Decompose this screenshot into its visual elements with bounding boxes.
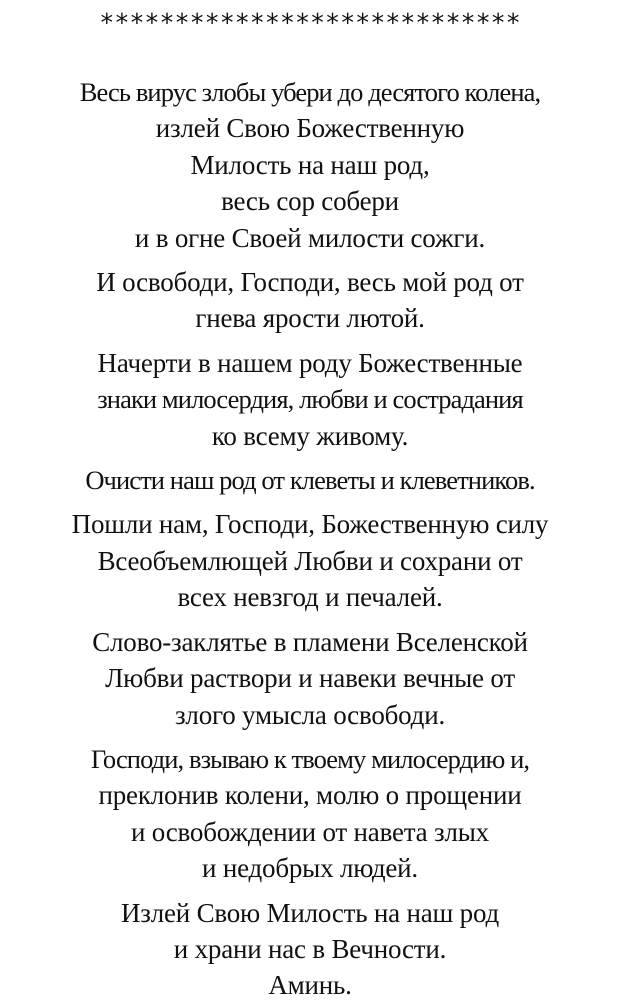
stanza-1 [14,74,606,256]
text-line: всех невзгод и печалей. [177,582,443,613]
stanza-4 [14,462,606,498]
asterisk-divider: **************************** [99,10,521,36]
text-line: и освобождении от навета злых [130,816,489,847]
text-line: Господи, взываю к твоему милосердию и, [90,743,530,774]
stanza-6 [14,624,606,733]
text-line: и недобрых людей. [202,853,418,884]
stanza-8 [14,895,606,1004]
text-line: излей Свою Божественную [155,113,465,144]
stanza-3 [14,345,606,454]
text-line: гнева ярости лютой. [195,303,425,334]
text-line: Весь вирус злобы убери до десятого колена, [79,77,541,107]
text-line: Излей Свою Милость на наш род [120,897,500,928]
text-line: Любви раствори и навеки вечные от [105,663,515,694]
text-line: Аминь. [268,970,352,1001]
text-line: злого умысла освободи. [174,699,446,730]
text-line: и в огне Своей милости сожги. [134,222,486,253]
stanza-2 [14,264,606,337]
stanza-7 [14,741,606,887]
text-line: ко всему живому. [211,420,409,451]
text-line: Очисти наш род от клеветы и клеветников. [85,465,535,496]
text-line: И освободи, Господи, весь мой род от [96,267,524,298]
text-line: знаки милосердия, любви и сострадания [97,384,523,415]
text-line: Всеобъемлющей Любви и сохрани от [97,545,523,576]
text-line: преклонив колени, молю о прощении [98,780,522,811]
text-line: Начерти в нашем роду Божественные [97,347,523,378]
text-line: Милость на наш род, [190,149,430,180]
stanza-5 [14,506,606,615]
text-line: и храни нас в Вечности. [173,933,447,964]
text-line: Пошли нам, Господи, Божественную силу [71,509,549,540]
text-line: весь сор собери [221,186,399,217]
text-line: Слово-заклятье в пламени Вселенской [92,626,528,657]
